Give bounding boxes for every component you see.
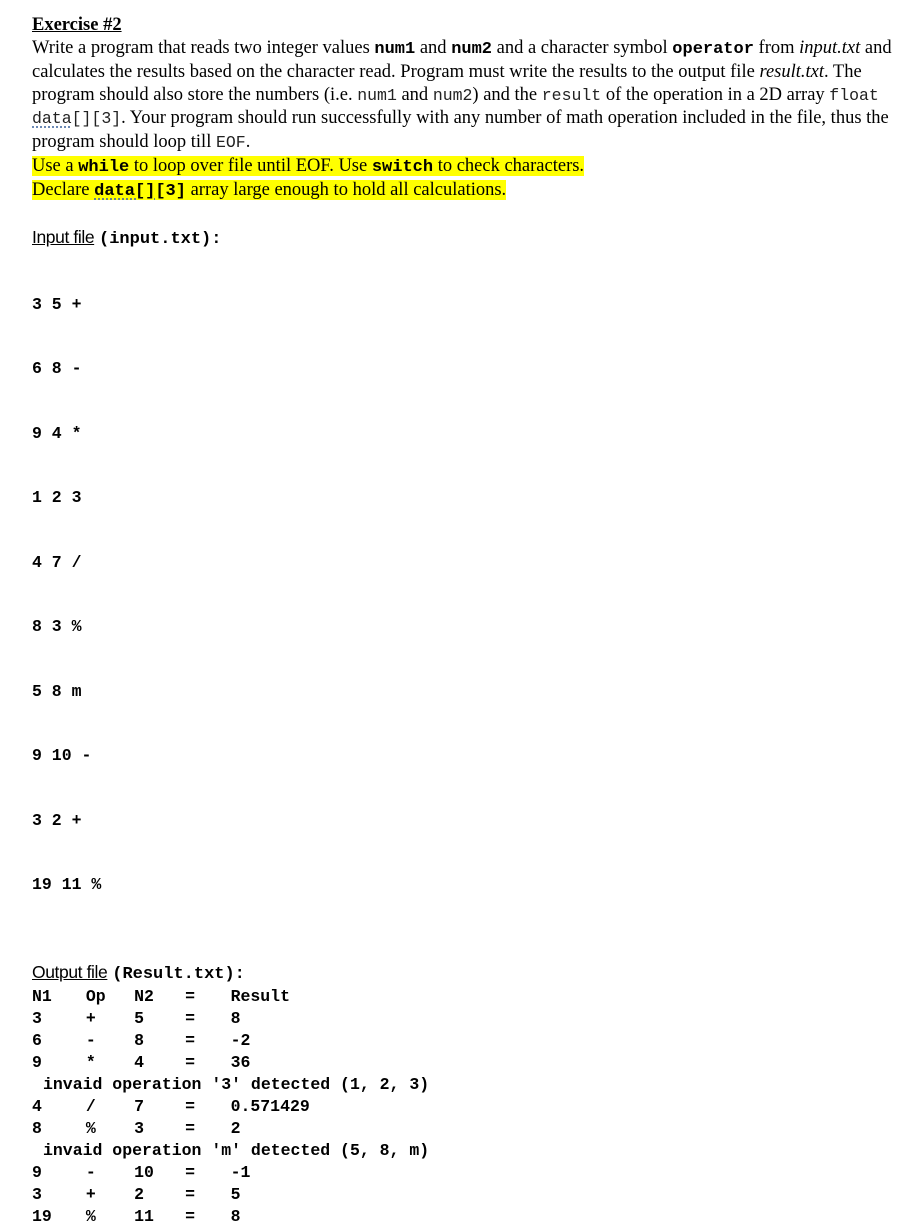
- code-dims: [][3]: [71, 109, 122, 129]
- cell-n2: 11: [134, 1207, 154, 1227]
- cell-result: 2: [230, 1119, 241, 1139]
- input-file-heading: Input file: [32, 226, 95, 247]
- output-header-row: [32, 986, 429, 1008]
- input-line: 5 8 m: [32, 681, 82, 701]
- cell-op: /: [85, 1097, 96, 1117]
- input-filename: input.txt: [799, 37, 861, 58]
- code-eof: EOF: [215, 132, 246, 152]
- input-line: 1 2 3: [32, 488, 82, 508]
- cell-result: 36: [230, 1053, 251, 1073]
- cell-n1: 9: [32, 1053, 42, 1073]
- cell-result: -2: [230, 1031, 251, 1051]
- code-data-dim: [3]: [155, 182, 186, 202]
- cell-n1: 19: [32, 1207, 52, 1227]
- cell-n1: 4: [32, 1097, 42, 1117]
- code-switch: switch: [371, 157, 434, 177]
- intro-text-7: and: [396, 84, 433, 105]
- exercise-title: Exercise #2: [32, 15, 122, 35]
- cell-op: +: [85, 1009, 96, 1029]
- code-while: while: [78, 157, 130, 177]
- cell-n1: 6: [32, 1031, 42, 1051]
- cell-result: -1: [230, 1163, 251, 1183]
- output-row: [32, 1030, 429, 1052]
- error-message: invaid operation '3' detected (1, 2, 3): [43, 1075, 430, 1095]
- cell-eq: =: [185, 1163, 196, 1183]
- input-line: 3 5 +: [32, 294, 82, 314]
- input-file-label: [32, 226, 902, 251]
- input-file-name: (input.txt):: [99, 229, 222, 249]
- cell-n1: 3: [32, 1009, 42, 1029]
- cell-op: *: [85, 1053, 96, 1073]
- cell-n2: 2: [134, 1185, 145, 1205]
- output-row: [32, 1052, 429, 1074]
- header-n1: N1: [32, 987, 52, 1007]
- header-n2: N2: [134, 987, 154, 1007]
- intro-text-6: . The program should also store the numbers (i.e.: [32, 62, 862, 105]
- input-line: 8 3 %: [32, 617, 82, 637]
- cell-eq: =: [185, 1097, 196, 1117]
- output-row: [32, 1096, 429, 1118]
- intro-text-2: and: [415, 37, 452, 58]
- output-file-name: (Result.txt):: [112, 964, 245, 984]
- highlight-line-2: [32, 179, 902, 204]
- output-error-row: [32, 1074, 429, 1096]
- cell-op: +: [85, 1185, 96, 1205]
- header-result: Result: [230, 987, 290, 1007]
- output-row: [32, 1162, 429, 1184]
- intro-text-1: Write a program that reads two integer values: [32, 37, 375, 58]
- code-num1-plain: num1: [357, 85, 397, 105]
- cell-n2: 5: [134, 1009, 145, 1029]
- error-message: invaid operation 'm' detected (5, 8, m): [43, 1141, 430, 1161]
- code-operator: operator: [672, 39, 754, 59]
- code-num2-plain: num2: [432, 85, 473, 105]
- input-line: 9 4 *: [32, 423, 82, 443]
- code-float: float: [829, 85, 879, 105]
- code-num2: num2: [451, 39, 492, 59]
- output-file-label: [32, 961, 902, 986]
- cell-n2: 4: [134, 1053, 145, 1073]
- highlight-declare-data: Declare data[][3] array large enough to hold all calculations.: [32, 180, 507, 202]
- intro-text-4: from: [753, 37, 800, 58]
- cell-n2: 3: [134, 1119, 145, 1139]
- input-line: 9 10 -: [32, 746, 92, 766]
- code-data-array: data[]: [94, 182, 156, 202]
- intro-text-5: and calculates the results based on the character read. Program must write the results to the output file: [32, 37, 892, 83]
- cell-eq: =: [185, 1119, 196, 1139]
- output-row: [32, 1008, 429, 1030]
- cell-n2: 7: [134, 1097, 145, 1117]
- intro-text-8: ) and the: [472, 84, 542, 105]
- cell-eq: =: [185, 1053, 196, 1073]
- code-result: result: [541, 85, 602, 105]
- cell-eq: =: [185, 1207, 196, 1227]
- cell-eq: =: [185, 1031, 196, 1051]
- output-row: [32, 1118, 429, 1140]
- input-file-contents: [32, 251, 902, 939]
- intro-text-10: . Your program should run successfully with any number of math operation included in the file, thus the program should loop till: [32, 108, 889, 152]
- cell-n1: 8: [32, 1119, 42, 1139]
- cell-op: -: [85, 1163, 96, 1183]
- output-row: [32, 1184, 429, 1206]
- cell-result: 8: [230, 1009, 241, 1029]
- code-num1: num1: [374, 39, 416, 59]
- output-file-heading: Output file: [32, 961, 108, 982]
- cell-result: 5: [230, 1185, 241, 1205]
- result-filename: result.txt: [759, 62, 825, 83]
- exercise-intro-paragraph: [32, 37, 902, 155]
- input-line: 6 8 -: [32, 359, 82, 379]
- input-line: 3 2 +: [32, 810, 82, 830]
- output-error-row: [32, 1140, 429, 1162]
- exercise-document: [32, 14, 902, 1228]
- intro-text-9: of the operation in a 2D array: [601, 84, 830, 105]
- header-eq: =: [185, 987, 196, 1007]
- cell-n1: 9: [32, 1163, 42, 1183]
- cell-eq: =: [185, 1009, 196, 1029]
- cell-result: 8: [230, 1207, 241, 1227]
- highlight-while-switch: Use a while to loop over file until EOF. Use switch to check characters.: [32, 155, 585, 177]
- input-line: 19 11 %: [32, 875, 102, 895]
- cell-n2: 10: [134, 1163, 154, 1183]
- code-data: data: [32, 109, 72, 129]
- cell-eq: =: [185, 1185, 196, 1205]
- intro-text-3: and a character symbol: [492, 37, 673, 58]
- output-table: [32, 986, 429, 1228]
- header-op: Op: [85, 987, 106, 1007]
- output-row: [32, 1206, 429, 1228]
- cell-op: %: [85, 1207, 96, 1227]
- highlight-line-1: [32, 155, 902, 180]
- cell-op: -: [85, 1031, 96, 1051]
- exercise-description: [32, 14, 902, 204]
- intro-text-11: .: [245, 131, 251, 152]
- cell-n2: 8: [134, 1031, 145, 1051]
- cell-n1: 3: [32, 1185, 42, 1205]
- input-line: 4 7 /: [32, 552, 82, 572]
- cell-result: 0.571429: [230, 1097, 310, 1117]
- cell-op: %: [85, 1119, 96, 1139]
